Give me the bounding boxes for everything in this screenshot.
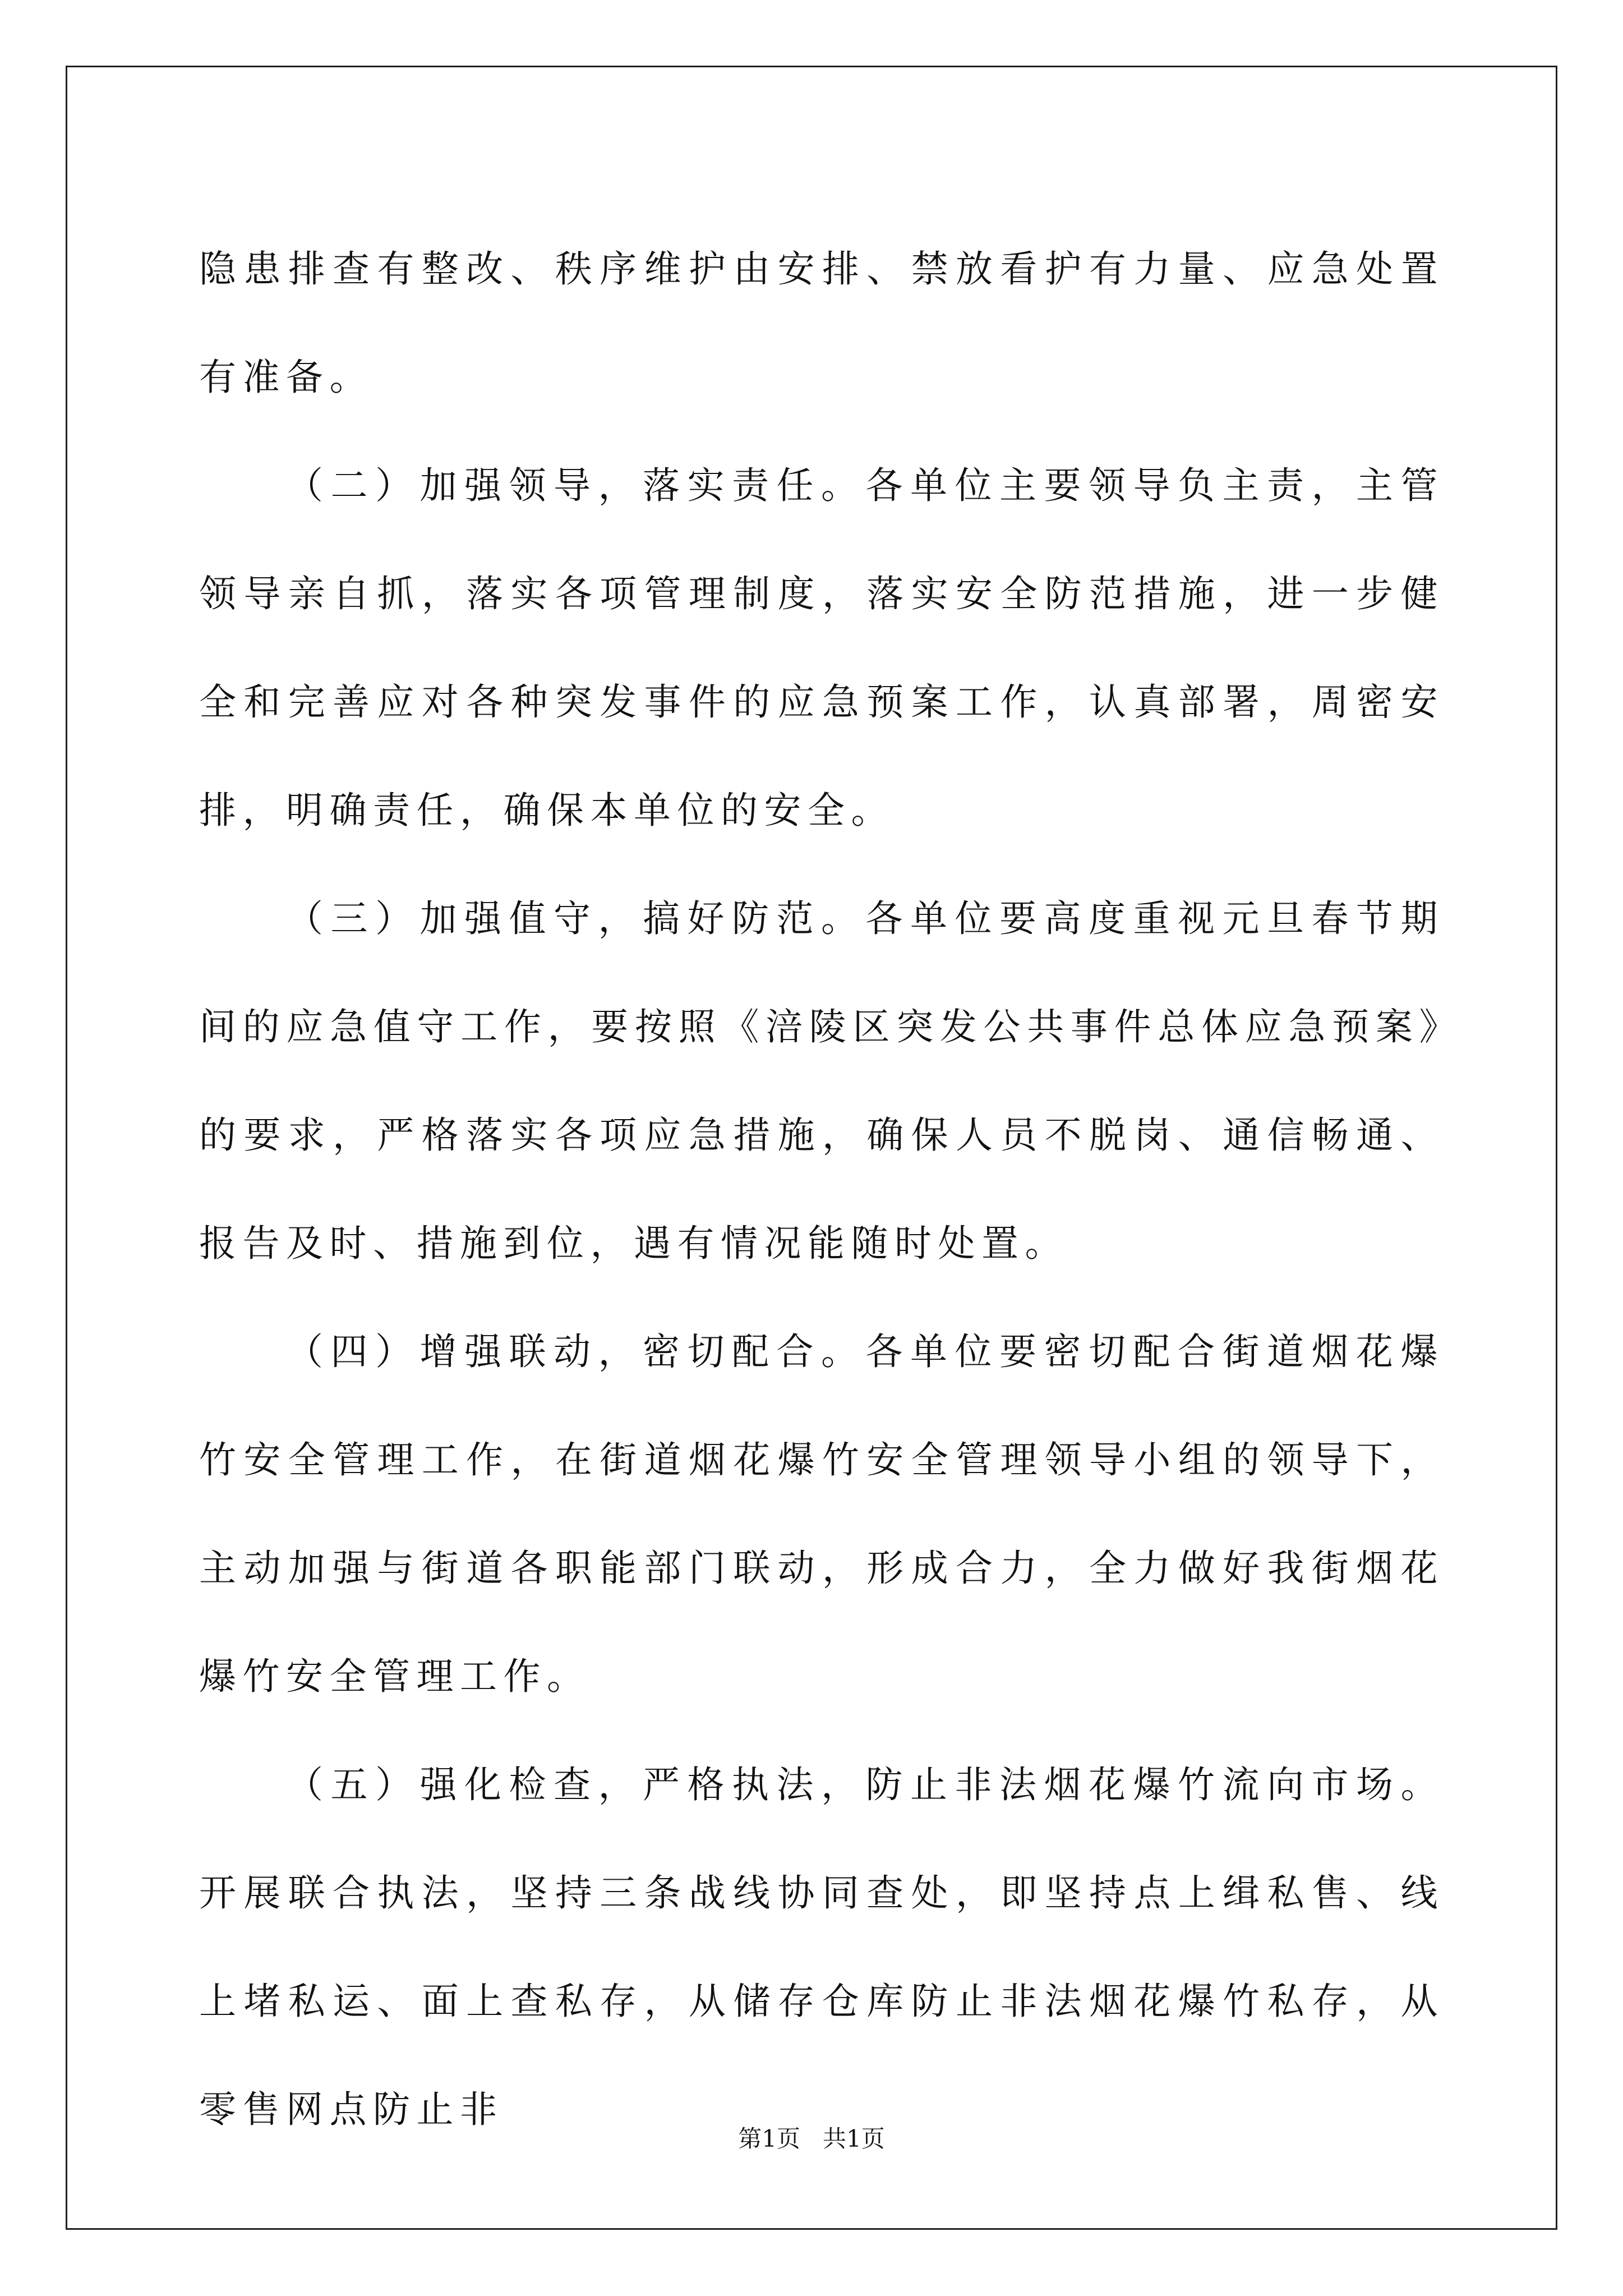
page-footer (0, 2120, 1623, 2154)
paragraph: 隐患排查有整改、秩序维护由安排、禁放看护有力量、应急处置有准备。 (199, 247, 1444, 399)
document-body (199, 215, 1444, 2164)
paragraph: （二）加强领导，落实责任。各单位主要领导负主责，主管领导亲自抓，落实各项管理制度，落实安全防范措施，进一步健全和完善应对各种突发事件的应急预案工作，认真部署，周密安排，明确责任，确保本单位的安全。 (199, 464, 1444, 832)
paragraph: （五）强化检查，严格执法，防止非法烟花爆竹流向市场。开展联合执法，坚持三条战线协同查处，即坚持点上缉私售、线上堵私运、面上查私存，从储存仓库防止非法烟花爆竹私存，从零售网点防止非 (199, 1763, 1444, 2131)
page-total: 共1页 (823, 2125, 885, 2152)
paragraph: （四）增强联动，密切配合。各单位要密切配合街道烟花爆竹安全管理工作，在街道烟花爆竹安全管理领导小组的领导下，主动加强与街道各职能部门联动，形成合力，全力做好我街烟花爆竹安全管理工作。 (199, 1330, 1444, 1698)
page-number: 第1页 (738, 2125, 800, 2152)
paragraph: （三）加强值守，搞好防范。各单位要高度重视元旦春节期间的应急值守工作，要按照《涪陵区突发公共事件总体应急预案》的要求，严格落实各项应急措施，确保人员不脱岗、通信畅通、报告及时、措施到位，遇有情况能随时处置。 (199, 897, 1444, 1265)
